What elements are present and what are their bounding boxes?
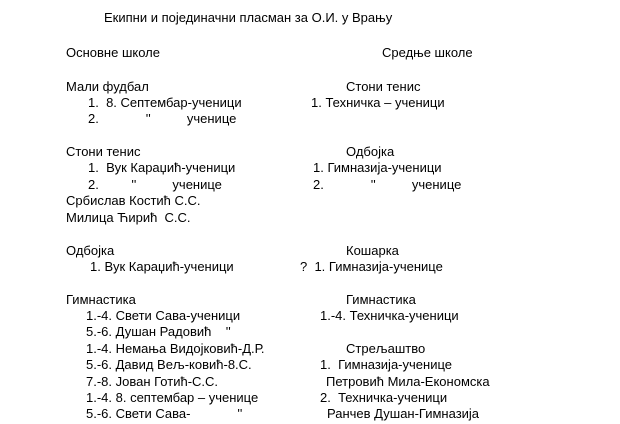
section-heading-streljastvo: Стрељаштво — [346, 341, 426, 356]
result-line: 2. '' ученице — [88, 111, 237, 126]
result-line: 1.-4. 8. септембар – ученице — [86, 390, 259, 405]
section-heading-mali-fudbal: Мали фудбал — [66, 79, 149, 94]
result-line: 1. 8. Септембар-ученици — [88, 95, 242, 110]
result-line: 5.-6. Давид Вељ-ковић-8.С. — [86, 357, 252, 372]
result-line: Милица Ћирић С.С. — [66, 210, 191, 225]
result-line: 1.-4. Свети Сава-ученици — [86, 308, 241, 323]
result-line: 2. '' ученице — [313, 177, 462, 192]
result-line: Петровић Мила-Економска — [326, 374, 490, 389]
section-heading-kosarka: Кошарка — [346, 243, 399, 258]
result-line: 2. '' ученице — [88, 177, 222, 192]
result-line: 2. Техничка-ученици — [320, 390, 448, 405]
right-column-header: Средње школе — [382, 45, 473, 60]
result-line: Србислав Костић С.С. — [66, 193, 201, 208]
result-line: 1. Гимназија-ученици — [313, 160, 442, 175]
section-heading-odbojka-left: Одбојка — [66, 243, 115, 258]
result-line: 1. Вук Караџић-ученици — [88, 160, 236, 175]
result-line: 7.-8. Јован Готић-С.С. — [86, 374, 219, 389]
section-heading-stoni-tenis-left: Стони тенис — [66, 144, 141, 159]
section-heading-odbojka-right: Одбојка — [346, 144, 395, 159]
result-line: Ранчев Душан-Гимназија — [327, 406, 480, 421]
result-line: 1. Техничка – ученици — [311, 95, 445, 110]
result-line: 1. Гимназија-ученице — [320, 357, 452, 372]
section-heading-stoni-tenis-right: Стони тенис — [346, 79, 421, 94]
result-line: 1. Вук Караџић-ученици — [90, 259, 234, 274]
section-heading-gimnastika-left: Гимнастика — [66, 292, 136, 307]
page-title: Екипни и појединачни пласман за О.И. у Врању — [104, 10, 393, 25]
section-heading-gimnastika-right: Гимнастика — [346, 292, 416, 307]
result-line: 1.-4. Немања Видојковић-Д.Р. — [86, 341, 265, 356]
result-line: 5.-6. Душан Радовић '' — [86, 324, 231, 339]
left-column-header: Основне школе — [66, 45, 160, 60]
result-line: 1.-4. Техничка-ученици — [320, 308, 459, 323]
result-line: ? 1. Гимназија-ученице — [300, 259, 443, 274]
result-line: 5.-6. Свети Сава- '' — [86, 406, 243, 421]
